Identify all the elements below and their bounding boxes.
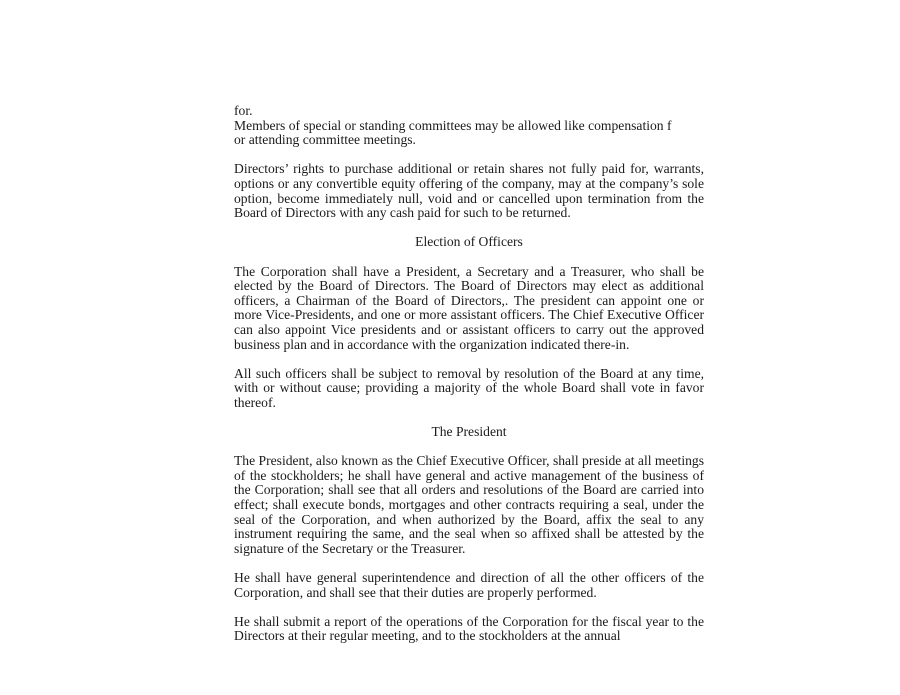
committees-line-1: Members of special or standing committees may be allowed like compensation f bbox=[234, 117, 672, 133]
president-heading: The President bbox=[431, 424, 507, 440]
superintendence-paragraph: He shall have general superintendence and direction of all the other officers of the Corporation, and shall see that their duties are properly performed. bbox=[234, 570, 704, 600]
report-paragraph: He shall submit a report of the operations of the Corporation for the fiscal year to the Directors at their regular meeting, and to the stockholders at the annual bbox=[234, 613, 704, 644]
election-paragraph: The Corporation shall have a President, a Secretary and a Treasurer, who shall be elected by the Board of Directors. The Board of Directors may elect as additional officers, a Chairman of the Board of Directors,. The president can appoint one or more Vice-Presidents, and one or more assistant officers. The Chief Executive Officer can also appoint Vice presidents and or assistant officers to carry out the approved business plan and in accordance with the organization indicated there-in. bbox=[234, 263, 704, 352]
removal-paragraph: All such officers shall be subject to removal by resolution of the Board at any time, with or without cause; providing a majority of the whole Board shall vote in favor thereof. bbox=[234, 365, 704, 410]
directors-rights-paragraph: Directors’ rights to purchase additional or retain shares not fully paid for, warrants, options or any convertible equity offering of the company, may at the company’s sole option, become immediately null, void and or cancelled upon termination from the Board of Directors with any cash paid for such to be returned. bbox=[234, 161, 704, 221]
text-line-for: for. bbox=[234, 103, 253, 118]
document-body bbox=[234, 104, 704, 644]
committees-line-2: or attending committee meetings. bbox=[234, 132, 416, 148]
president-duties-paragraph: The President, also known as the Chief Executive Officer, shall preside at all meetings of the stockholders; he shall have general and active management of the business of the Corporation; shall see that all orders and resolutions of the Board are carried into effect; shall execute bonds, mortgages and other contracts requiring a seal, under the seal of the Corporation, and when authorized by the Board, affix the seal to any instrument requiring the same, and the seal when so affixed shall be attested by the signature of the Secretary or the Treasurer. bbox=[234, 453, 704, 556]
election-of-officers-heading: Election of Officers bbox=[415, 234, 523, 250]
